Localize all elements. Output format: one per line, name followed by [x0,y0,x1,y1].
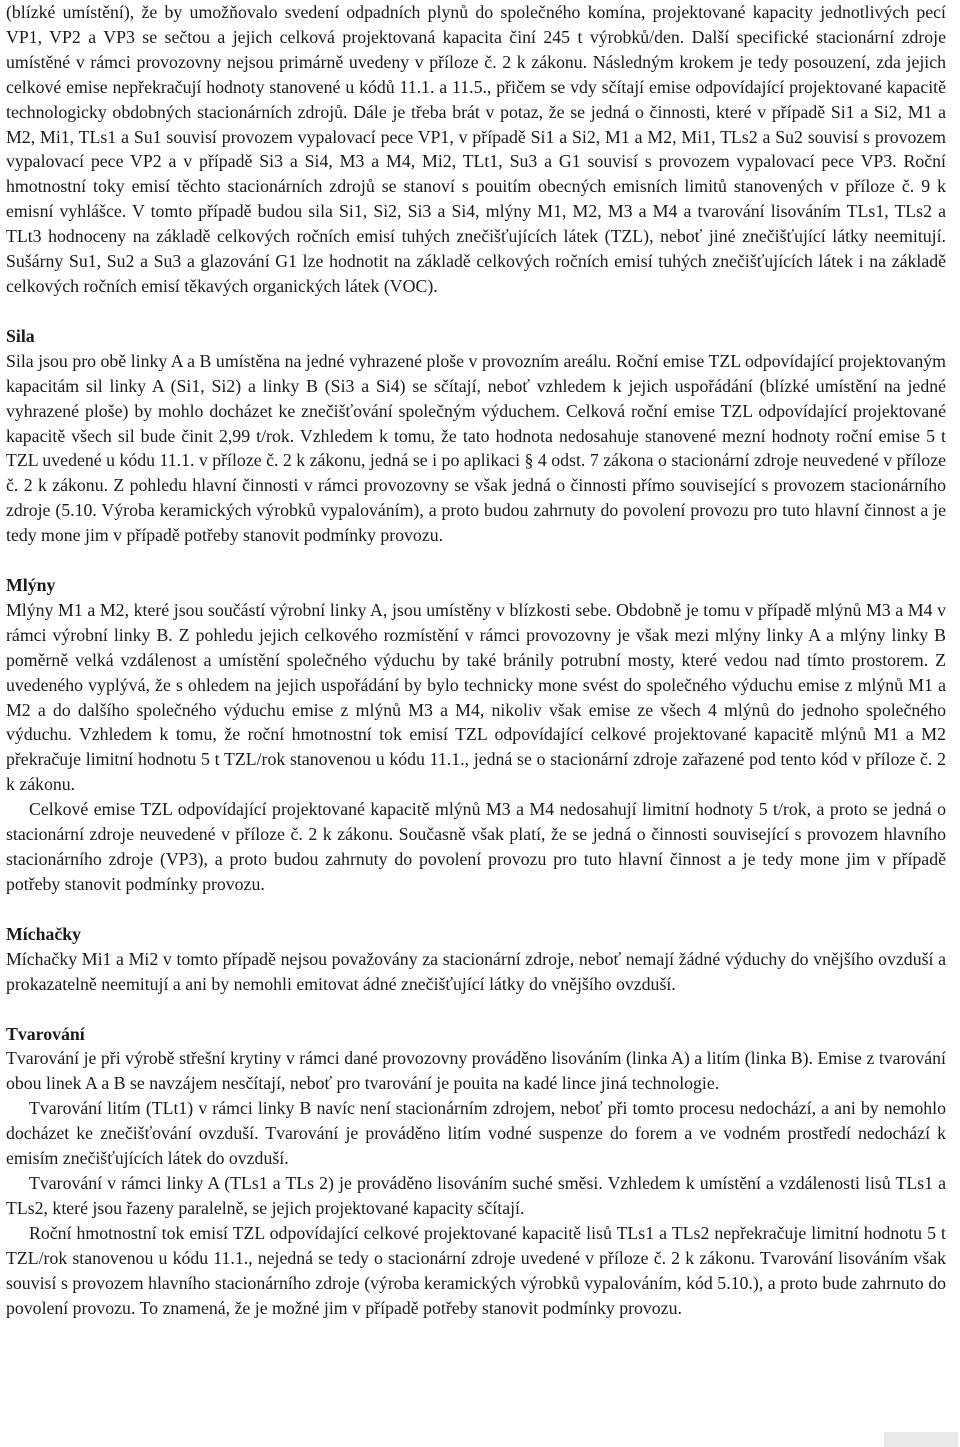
section-tvarovani [6,1022,946,1321]
section-paragraph: Roční hmotnostní tok emisí TZL odpovídající celkové projektované kapacitě lisů TLs1 a TLs2 nepřekračuje limitní hodnotu 5 t TZL/rok stanovenou u kódu 11.1., nejedná se tedy o stacionární zdroje uvedené v příloze č. 2 k zákonu. Tvarování lisováním však souvisí s provozem hlavního stacionárního zdroje (výroba keramických výrobků vypalováním, kód 5.10.), a proto bude zahrnuto do povolení provozu. To znamená, že je možné jim v případě potřeby stanovit podmínky provozu. [6,1222,946,1318]
intro-section [6,0,946,299]
section-paragraph: Celkové emise TZL odpovídající projektované kapacitě mlýnů M3 a M4 nedosahují limitní hodnoty 5 t/rok, a proto se jedná o stacionární zdroje neuvedené v příloze č. 2 k zákonu. Současně však platí, že se jedná o činnosti související s provozem hlavního stacionárního zdroje (VP3), a proto budou zahrnuty do povolení provozu pro tuto hlavní činnost a je tedy mone jim v případě potřeby stanovit podmínky provozu. [6,799,946,894]
section-heading: Sila [6,325,35,346]
section-paragraph: Tvarování v rámci linky A (TLs1 a TLs 2) je prováděno lisováním suché směsi. Vzhledem k umístění a vzdálenosti lisů TLs1 a TLs2, které jsou řazeny paralelně, se jejich projektované kapacity sčítají. [6,1172,946,1218]
section-heading: Tvarování [6,1023,85,1044]
section-heading: Mlýny [6,575,56,596]
section-michacky [6,922,946,997]
section-paragraph: Tvarování je při výrobě střešní krytiny v rámci dané provozovny prováděno lisováním (linka A) a litím (linka B). Emise z tvarování obou linek A a B se navzájem nesčítají, neboť pro tvarování je pouita na kadé lince jiná technologie. [6,1048,946,1094]
section-mlyny [6,573,946,897]
section-paragraph: Míchačky Mi1 a Mi2 v tomto případě nejsou považovány za stacionární zdroje, neboť nemají žádné výduchy do vnějšího ovzduší a prokazatelně neemitují a ani by nemohli emitovat ádné znečišťující látky do vnějšího ovzduší. [6,948,946,994]
intro-paragraph: (blízké umístění), že by umožňovalo svedení odpadních plynů do společného komína, projektované kapacity jednotlivých pecí VP1, VP2 a VP3 se sečtou a jejich celková projektovaná kapacita činí 245 t výrobků/den. Další specifické stacionární zdroje umístěné v rámci provozovny nejsou primárně uvedeny v příloze č. 2 k zákonu. Následným krokem je tedy posouzení, zda jejich celkové emise nepřekračují hodnoty stanovené u kódů 11.1. a 11.5., přičem se vdy sčítají emise odpovídající projektované kapacitě technologicky obdobných stacionárních zdrojů. Dále je třeba brát v potaz, že se jedná o činnosti, které v případě Si1 a Si2, M1 a M2, Mi1, TLs1 a Su1 souvisí provozem vypalovací pece VP1, v případě Si1 a Si2, M1 a M2, Mi1, TLs2 a Su2 souvisí s provozem vypalovací pece VP2 a v případě Si3 a Si4, M3 a M4, Mi2, TLt1, Su3 a G1 souvisí s provozem vypalovací pece VP3. Roční hmotnostní toky emisí těchto stacionárních zdrojů se stanoví s pouitím obecných emisních limitů stanovených v příloze č. 9 k emisní vyhlášce. V tomto případě budou sila Si1, Si2, Si3 a Si4, mlýny M1, M2, M3 a M4 a tvarování lisováním TLs1, TLs2 a TLt3 hodnoceny na základě celkových ročních emisí tuhých znečišťujících látek (TZL), neboť jiné znečišťující látky neemitují. Sušárny Su1, Su2 a Su3 a glazování G1 lze hodnotit na základě celkových ročních emisí tuhých znečišťujících látek i na základě celkových ročních emisí těkavých organických látek (VOC). [6,2,946,296]
section-paragraph: Tvarování litím (TLt1) v rámci linky B navíc není stacionárním zdrojem, neboť při tomto procesu nedochází, a ani by nemohlo docházet ke znečišťování ovzduší. Tvarování je prováděno litím vodné suspenze do forem a ve vodném prostředí nedochází k emisím znečišťujících látek do ovzduší. [6,1098,946,1169]
section-paragraph: Mlýny M1 a M2, které jsou součástí výrobní linky A, jsou umístěny v blízkosti sebe. Obdobně je tomu v případě mlýnů M3 a M4 v rámci výrobní linky B. Z pohledu jejich celkového rozmístění v rámci provozovny je však mezi mlýny linky A a mlýny linky B poměrně velká vzdálenost a umístění společného výduchu by také bránily potrubní mosty, které vedou nad tímto prostorem. Z uvedeného vyplývá, že s ohledem na jejich uspořádání by bylo technicky mone svést do společného výduchu emise z mlýnů M1 a M2 a do dalšího společného výduchu emise z mlýnů M3 a M4, nikoliv však emise ze všech 4 mlýnů do jednoho společného výduchu. Vzhledem k tomu, že roční hmotnostní tok emisí TZL odpovídající celkové projektované kapacitě mlýnů M1 a M2 překračuje limitní hodnotu 5 t TZL/rok stanovenou u kódu 11.1., jedná se o stacionární zdroje zařazené pod tento kód v příloze č. 2 k zákonu. [6,599,946,795]
section-sila [6,324,946,548]
section-heading: Míchačky [6,923,82,944]
corner-mark [884,1432,958,1447]
document-page [6,0,946,1320]
section-paragraph: Sila jsou pro obě linky A a B umístěna na jedné vyhrazené ploše v provozním areálu. Roční emise TZL odpovídající projektovaným kapacitám sil linky A (Si1, Si2) a linky B (Si3 a Si4) se sčítají, neboť vzhledem k jejich uspořádání (blízké umístění na jedné vyhrazené ploše) by mohlo docházet ke znečišťování společným výduchem. Celková roční emise TZL odpovídající projektované kapacitě všech sil bude činit 2,99 t/rok. Vzhledem k tomu, že tato hodnota nedosahuje stanovené mezní hodnoty roční emise 5 t TZL uvedené u kódu 11.1. v příloze č. 2 k zákonu, jedná se i po aplikaci § 4 odst. 7 zákona o stacionární zdroje neuvedené v příloze č. 2 k zákonu. Z pohledu hlavní činnosti v rámci provozovny se však jedná o činnosti přímo související s provozem stacionárního zdroje (5.10. Výroba keramických výrobků vypalováním), a proto budou zahrnuty do povolení provozu pro tuto hlavní činnost a je tedy mone jim v případě potřeby stanovit podmínky provozu. [6,350,946,546]
